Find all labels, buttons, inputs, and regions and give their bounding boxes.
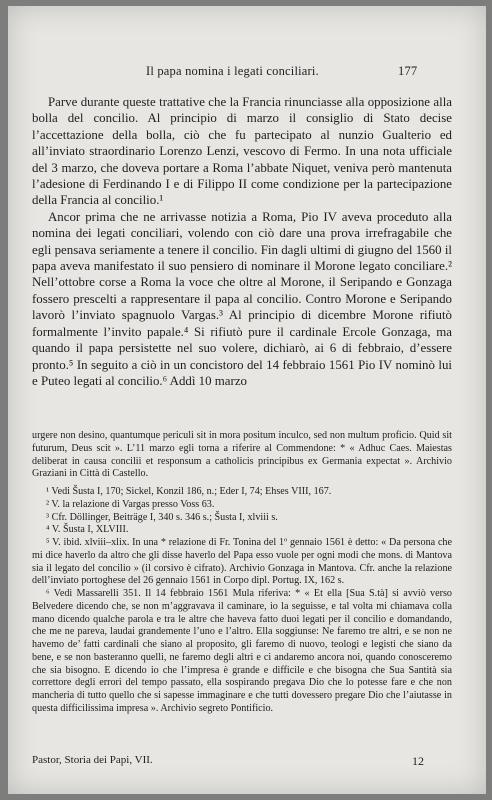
footnote: ⁶ Vedi Massarelli 351. Il 14 febbraio 1561 Mula riferiva: * « Et ella [Sua S.tà] si avviò verso Belvedere dicendo che, se non m’aggravava il caminare, io la seguisse, e tal volta mi chiamava colla mano dicendo qualche parola e tra le altre che haveva fatto duoi legati per il concilio e domandando, che me ne pareva, laudai grandemente l’uno e l’altro. Ella soggiunse: Ne faremo tre altri, e se non ne havemo de’ fatti cardinali che siano al proposito, gli faremo di nuovo, teologi e legisti che siano da bene, e se non basteranno quelli, ne faremo degli altri e ci andaremo ancora noi, quando conosceremo che sia bisogno. E dicendo io che l’impresa è grande e difficile e che bisogna che Sua Santità sia correttore degli errori del tempo passato, ella sospirando pregava Dio che lo potesse fare e che non mancheria di tutto quello che si sapesse immaginare e che tutti dovessero pregare Dio che l’aiutasse in questa difficilissima impresa ». Archivio segreto Pontificio. (32, 588, 452, 714)
footnote: ⁵ V. ibid. xlviii–xlix. In una * relazione di Fr. Tonina del 1º gennaio 1561 è detto: « Da persona che mi dice haverlo da altro che gli disse haverlo del Papa esso vuole per ogni modi che mons. di Mantova sia il legato del concilio » (il corsivo è cifrato). Archivio Gonzaga in Mantova. Cfr. anche la relazione dell’inviato portoghese del 26 gennaio 1561 in Corpo dipl. Portug. IX, 162 s. (32, 537, 452, 587)
running-head (8, 64, 486, 80)
footnote: ² V. la relazione di Vargas presso Voss 63. (46, 498, 215, 510)
footnote-continuation: urgere non desino, quantumque periculi sit in mora positum inculco, sed non multum proficio. Quid sit futurum, Deus scit ». L’11 marzo egli torna a riferire al Commendone: * « Adhuc Caes. Maiestas deliberat in causa concilii et responsum a catholicis principibus ex Germania expectat ». Archivio Graziani in Città di Castello. (32, 430, 452, 480)
sheet-number: 12 (412, 754, 424, 768)
paragraph: Parve durante queste trattative che la Francia rinunciasse alla opposizione alla bolla del concilio. Al principio di marzo il consiglio di Stato decise l’accettazione della bolla, ciò che fu partecipato al nunzio Gualterio ed all’inviato straordinario Lorenzo Lenzi, vescovo di Fermo. In una nota ufficiale del 3 marzo, che doveva portare a Roma l’abbate Niquet, veniva però mantenuta l’adesione di Ferdinando I e di Filippo II come condizione per la partecipazione della Francia al concilio.¹ (32, 95, 452, 208)
footnote: ⁴ V. Šusta I, XLVIII. (46, 524, 129, 536)
paragraph: Ancor prima che ne arrivasse notizia a Roma, Pio IV aveva proceduto alla nomina dei legati conciliari, volendo con ciò dare una prova irrefragabile che egli pensava seriamente a tenere il concilio. Fin dagli ultimi di giugno del 1560 il papa aveva manifestato il suo pensiero di nominare il Morone legato conciliare.² Nell’ottobre corse a Roma la voce che oltre al Morone, il Seripando e Gonzaga fossero prescelti a rappresentare il papa al concilio. Contro Morone e Seripando lavorò l’inviato spagnuolo Vargas.³ Al principio di dicembre Morone rifiutò formalmente l’invito papale.⁴ Si rifiutò pure il cardinale Ercole Gonzaga, ma quando il papa persistette nel suo volere, dichiarò, ai 6 di febbraio, d’essere pronto.⁵ In seguito a ciò in un concistoro del 14 febbraio 1561 Pio IV nominò lui e Puteo legati al concilio.⁶ Addì 10 marzo (32, 209, 452, 388)
book-page (8, 6, 486, 794)
footnote: ¹ Vedi Šusta I, 170; Sickel, Konzil 186, n.; Eder I, 74; Ehses VIII, 167. (46, 486, 332, 497)
printer-signature (32, 754, 452, 768)
running-title: Il papa nomina i legati conciliari. (146, 64, 319, 78)
signature-text: Pastor, Storia dei Papi, VII. (32, 754, 153, 766)
footnotes (32, 430, 452, 716)
main-text (32, 94, 452, 389)
footnote: ³ Cfr. Döllinger, Beiträge I, 340 s. 346 s.; Šusta I, xlviii s. (46, 511, 278, 523)
page-number: 177 (398, 64, 418, 78)
